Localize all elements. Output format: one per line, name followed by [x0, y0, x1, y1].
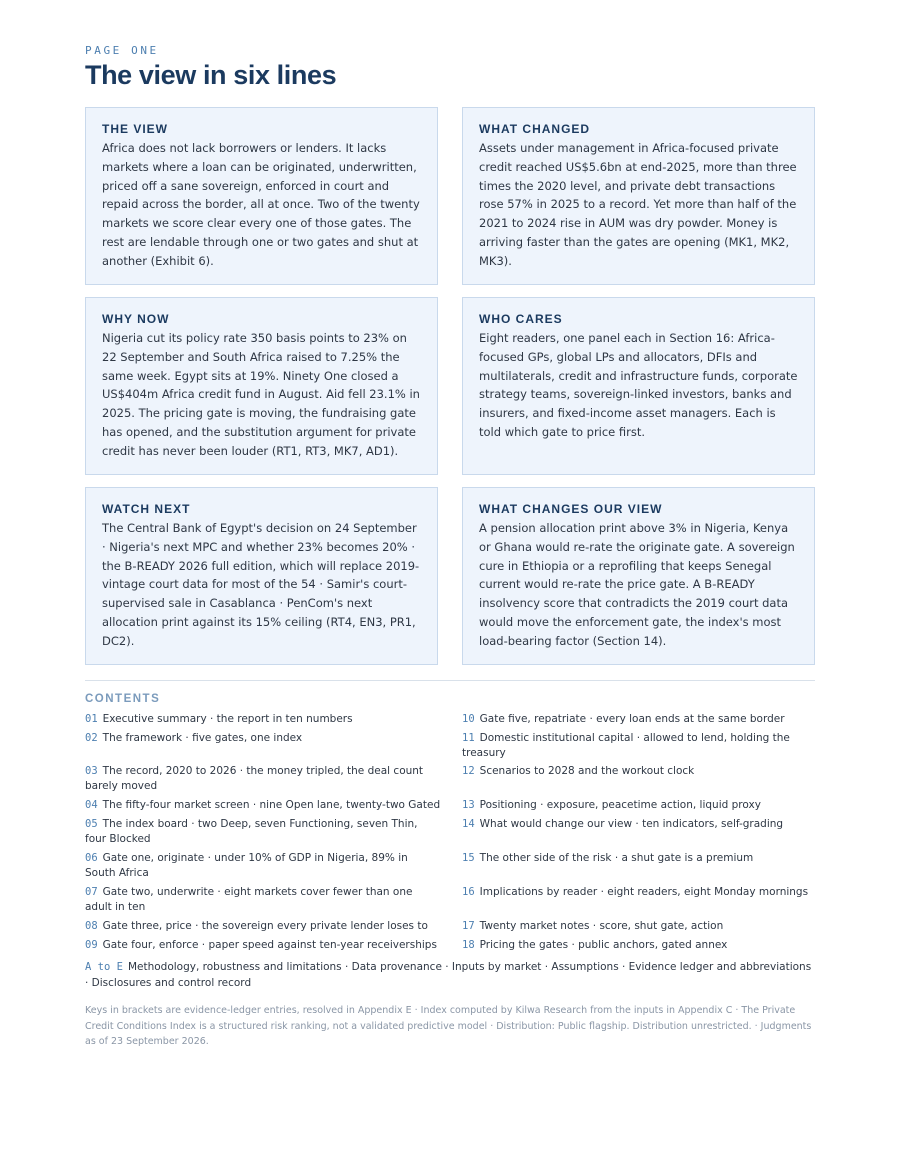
toc-item[interactable] [85, 851, 441, 885]
toc-text: Gate two, underwrite · eight markets cover fewer than one adult in ten [85, 886, 413, 913]
toc-number: 03 [85, 765, 98, 777]
toc-item[interactable] [462, 731, 818, 764]
toc-number: 01 [85, 713, 98, 725]
toc-text: Methodology, robustness and limitations · Data provenance · Inputs by market · Assumptions · Evidence ledger and abbreviations · Disclosures and control record [85, 961, 812, 989]
toc-text: Implications by reader · eight readers, eight Monday mornings [479, 886, 809, 898]
toc-text: Gate one, originate · under 10% of GDP in Nigeria, 89% in South Africa [85, 852, 408, 879]
toc-text: What would change our view · ten indicators, self-grading [479, 818, 784, 830]
summary-panels [85, 107, 815, 665]
panel-heading: WHO CARES [479, 312, 563, 326]
toc-number: 11 [462, 732, 475, 744]
panel-why-now [85, 297, 438, 475]
toc-item[interactable] [85, 798, 441, 817]
toc-item[interactable] [462, 938, 818, 957]
contents-list-right [462, 712, 818, 957]
toc-number: 04 [85, 799, 98, 811]
toc-number: 13 [462, 799, 475, 811]
toc-text: Scenarios to 2028 and the workout clock [479, 765, 695, 777]
toc-item[interactable] [462, 764, 818, 798]
toc-text: Pricing the gates · public anchors, gated annex [479, 939, 728, 951]
panel-heading: WHAT CHANGES OUR VIEW [479, 502, 663, 516]
toc-text: Gate three, price · the sovereign every private lender loses to [102, 920, 428, 932]
toc-item[interactable] [462, 885, 818, 919]
contents-list-left [85, 712, 441, 957]
toc-number: 15 [462, 852, 475, 864]
page-title: The view in six lines [85, 60, 337, 90]
toc-number: 18 [462, 939, 475, 951]
panel-heading: THE VIEW [102, 122, 169, 136]
toc-item[interactable] [85, 764, 441, 798]
toc-item[interactable] [462, 712, 818, 731]
panel-who-cares [462, 297, 815, 475]
toc-appendix-item[interactable] [85, 960, 815, 991]
panel-what-changes-our-view [462, 487, 815, 665]
toc-text: The record, 2020 to 2026 · the money tripled, the deal count barely moved [85, 765, 424, 792]
panel-the-view [85, 107, 438, 285]
toc-number: 06 [85, 852, 98, 864]
toc-text: The index board · two Deep, seven Functioning, seven Thin, four Blocked [85, 818, 418, 845]
panel-body: Africa does not lack borrowers or lenders. It lacks markets where a loan can be originated, underwritten, priced off a sane sovereign, enforced in court and repaid across the border, all at once. Two of the twenty markets we score clear every one of those gates. The rest are lendable through one or two gates and shut at another (Exhibit 6). [102, 141, 420, 268]
section-divider [85, 680, 815, 681]
toc-number: 10 [462, 713, 475, 725]
toc-text: Gate five, repatriate · every loan ends at the same border [479, 713, 785, 725]
panel-heading: WHY NOW [102, 312, 170, 326]
toc-text: Positioning · exposure, peacetime action, liquid proxy [479, 799, 761, 811]
toc-item[interactable] [85, 817, 441, 851]
toc-number: 08 [85, 920, 98, 932]
panel-body: Eight readers, one panel each in Section 16: Africa-focused GPs, global LPs and allocators, DFIs and multilaterals, credit and infrastructure funds, corporate strategy teams, sovereign-linked investors, banks and insurers, and fixed-income asset managers. Each is told which gate to price first. [479, 331, 798, 439]
footnote: Keys in brackets are evidence-ledger entries, resolved in Appendix E · Index computed by Kilwa Research from the inputs in Appendix C · The Private Credit Conditions Index is a structured risk ranking, not a validated predictive model · Distribution: Public flagship. Distribution unrestricted. · Judgments as of 23 September 2026. [85, 1005, 812, 1047]
toc-number: A to E [85, 961, 123, 973]
panel-what-changed [462, 107, 815, 285]
toc-text: The fifty-four market screen · nine Open lane, twenty-two Gated [102, 799, 441, 811]
toc-text: Gate four, enforce · paper speed against ten-year receiverships [102, 939, 437, 951]
toc-item[interactable] [85, 938, 441, 957]
toc-item[interactable] [462, 919, 818, 938]
toc-item[interactable] [85, 919, 441, 938]
toc-text: The other side of the risk · a shut gate is a premium [479, 852, 754, 864]
page-kicker: PAGE ONE [85, 44, 159, 57]
panel-heading: WATCH NEXT [102, 502, 191, 516]
panel-heading: WHAT CHANGED [479, 122, 591, 136]
toc-number: 05 [85, 818, 98, 830]
toc-item[interactable] [462, 851, 818, 885]
toc-item[interactable] [85, 731, 441, 764]
panel-body: Assets under management in Africa-focused private credit reached US$5.6bn at end-2025, more than three times the 2020 level, and private debt transactions rose 57% in 2025 to a record. Yet more than half of the 2021 to 2024 rise in AUM was dry powder. Money is arriving faster than the gates are opening (MK1, MK2, MK3). [479, 141, 797, 268]
toc-item[interactable] [462, 798, 818, 817]
toc-text: The framework · five gates, one index [102, 732, 303, 744]
panel-body: Nigeria cut its policy rate 350 basis points to 23% on 22 September and South Africa raised to 7.25% the same week. Egypt sits at 19%. Ninety One closed a US$404m Africa credit fund in August. Aid fell 23.1% in 2025. The pricing gate is moving, the fundraising gate has opened, and the substitution argument for private credit has never been louder (RT1, RT3, MK7, AD1). [102, 331, 420, 458]
panel-watch-next [85, 487, 438, 665]
toc-number: 17 [462, 920, 475, 932]
toc-item[interactable] [85, 712, 441, 731]
toc-number: 09 [85, 939, 98, 951]
panel-body: A pension allocation print above 3% in Nigeria, Kenya or Ghana would re-rate the originate gate. A sovereign cure in Ethiopia or a reprofiling that keeps Senegal current would re-rate the price gate. A B-READY insolvency score that contradicts the 2019 court data would move the enforcement gate, the index's most load-bearing factor (Section 14). [479, 521, 795, 648]
contents-heading: CONTENTS [85, 693, 161, 705]
toc-number: 16 [462, 886, 475, 898]
toc-text: Twenty market notes · score, shut gate, action [479, 920, 724, 932]
panel-body: The Central Bank of Egypt's decision on 24 September · Nigeria's next MPC and whether 23% becomes 20% · the B-READY 2026 full edition, which will replace 2019-vintage court data for most of the 54 · Samir's court-supervised sale in Casablanca · PenCom's next allocation print against its 15% ceiling (RT4, EN3, PR1, DC2). [102, 521, 420, 648]
toc-number: 07 [85, 886, 98, 898]
toc-text: Domestic institutional capital · allowed to lend, holding the treasury [462, 732, 790, 759]
toc-item[interactable] [462, 817, 818, 851]
toc-number: 14 [462, 818, 475, 830]
toc-number: 02 [85, 732, 98, 744]
toc-text: Executive summary · the report in ten numbers [102, 713, 353, 725]
toc-number: 12 [462, 765, 475, 777]
toc-item[interactable] [85, 885, 441, 919]
